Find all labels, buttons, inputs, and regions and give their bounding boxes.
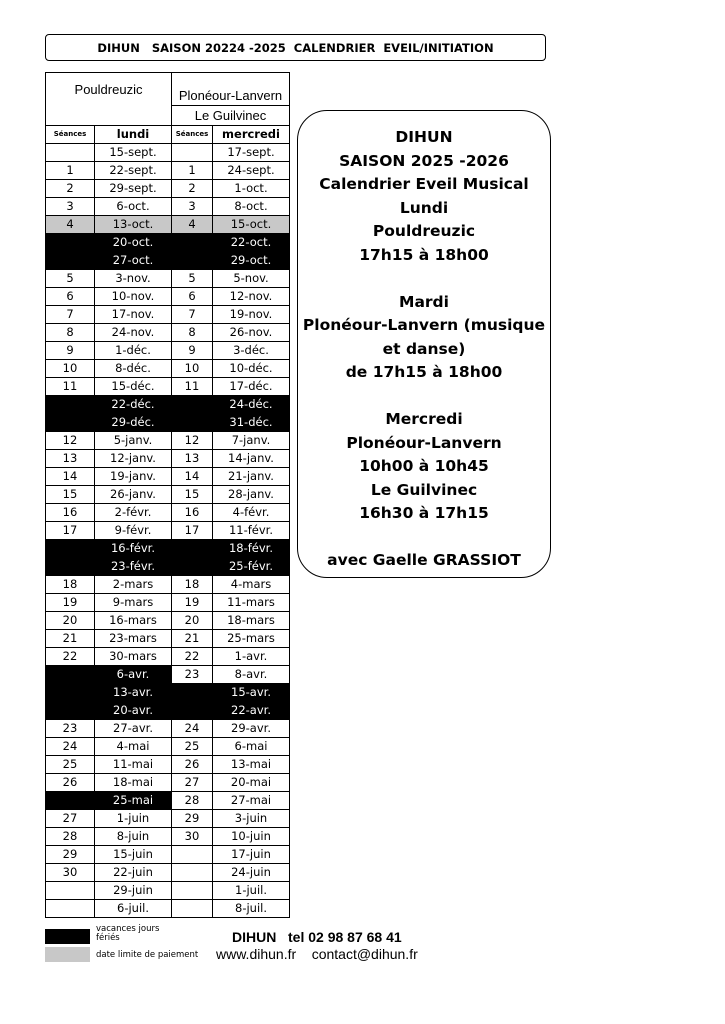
date-mercredi: 20-mai [213, 774, 290, 792]
date-lundi: 27-oct. [95, 252, 172, 270]
document-title: DIHUN SAISON 20224 -2025 CALENDRIER EVEIL/INITIATION [45, 34, 546, 61]
location-guilvinec: Le Guilvinec [172, 106, 290, 126]
date-mercredi: 21-janv. [213, 468, 290, 486]
date-mercredi: 8-avr. [213, 666, 290, 684]
info-season: SAISON 2025 -2026 [339, 151, 509, 170]
seance-right: 17 [172, 522, 213, 540]
calendar-row [46, 828, 290, 846]
date-lundi: 11-mai [95, 756, 172, 774]
day-header-lundi: lundi [95, 126, 172, 144]
date-lundi: 19-janv. [95, 468, 172, 486]
date-lundi: 1-juin [95, 810, 172, 828]
seance-left: 2 [46, 180, 95, 198]
info-place-pouldreuzic: Pouldreuzic [372, 222, 476, 240]
seance-left: 27 [46, 810, 95, 828]
calendar-row [46, 486, 290, 504]
seance-right: 1 [172, 162, 213, 180]
seance-left [46, 396, 95, 414]
calendar-row [46, 522, 290, 540]
date-lundi: 24-nov. [95, 324, 172, 342]
date-mercredi: 1-oct. [213, 180, 290, 198]
date-mercredi: 10-déc. [213, 360, 290, 378]
date-lundi: 27-avr. [95, 720, 172, 738]
date-lundi: 17-nov. [95, 306, 172, 324]
date-mercredi: 8-juil. [213, 900, 290, 918]
calendar-row [46, 288, 290, 306]
calendar-row [46, 180, 290, 198]
date-lundi: 1-déc. [95, 342, 172, 360]
info-time-ploneour: 10h00 à 10h45 [359, 457, 489, 475]
date-mercredi: 5-nov. [213, 270, 290, 288]
calendar-row [46, 900, 290, 918]
seance-right: 6 [172, 288, 213, 306]
seance-right: 15 [172, 486, 213, 504]
date-lundi: 23-mars [95, 630, 172, 648]
seance-right: 9 [172, 342, 213, 360]
date-mercredi: 1-avr. [213, 648, 290, 666]
seance-left: 4 [46, 216, 95, 234]
day-header-mercredi: mercredi [213, 126, 290, 144]
calendar-row [46, 504, 290, 522]
seance-left [46, 540, 95, 558]
date-lundi: 2-févr. [95, 504, 172, 522]
calendar-row [46, 882, 290, 900]
seance-left: 8 [46, 324, 95, 342]
seance-left: 25 [46, 756, 95, 774]
seance-right [172, 540, 213, 558]
date-lundi: 4-mai [95, 738, 172, 756]
seance-left: 16 [46, 504, 95, 522]
date-lundi: 8-juin [95, 828, 172, 846]
info-place-guilvinec: Le Guilvinec [370, 480, 478, 499]
info-time-guilvinec: 16h30 à 17h15 [359, 504, 489, 522]
seance-left: 20 [46, 612, 95, 630]
seance-left [46, 792, 95, 810]
date-mercredi: 6-mai [213, 738, 290, 756]
date-lundi: 22-déc. [95, 396, 172, 414]
seance-right [172, 144, 213, 162]
seance-left: 29 [46, 846, 95, 864]
date-mercredi: 15-avr. [213, 684, 290, 702]
date-mercredi: 31-déc. [213, 414, 290, 432]
calendar-row [46, 612, 290, 630]
date-lundi: 29-déc. [95, 414, 172, 432]
seance-left [46, 414, 95, 432]
seance-left [46, 882, 95, 900]
calendar-row [46, 432, 290, 450]
seance-left [46, 252, 95, 270]
info-day-wednesday: Mercredi [385, 410, 463, 428]
info-place-tuesday-1: Plonéour-Lanvern (musique [302, 316, 546, 334]
calendar-row [46, 756, 290, 774]
seance-right [172, 864, 213, 882]
seance-left [46, 684, 95, 702]
calendar-row [46, 540, 290, 558]
seance-right [172, 252, 213, 270]
date-mercredi: 28-janv. [213, 486, 290, 504]
seance-right: 13 [172, 450, 213, 468]
seance-right [172, 414, 213, 432]
seance-right: 7 [172, 306, 213, 324]
date-mercredi: 12-nov. [213, 288, 290, 306]
calendar-row [46, 774, 290, 792]
seance-left: 15 [46, 486, 95, 504]
seance-left [46, 702, 95, 720]
seance-right: 21 [172, 630, 213, 648]
seance-left [46, 558, 95, 576]
seance-left: 24 [46, 738, 95, 756]
seance-right: 28 [172, 792, 213, 810]
date-lundi: 6-juil. [95, 900, 172, 918]
seance-left: 12 [46, 432, 95, 450]
seance-right: 29 [172, 810, 213, 828]
seance-right: 23 [172, 666, 213, 684]
seance-right: 4 [172, 216, 213, 234]
calendar-row [46, 630, 290, 648]
seance-right: 27 [172, 774, 213, 792]
seance-right: 24 [172, 720, 213, 738]
seance-right: 26 [172, 756, 213, 774]
date-lundi: 15-juin [95, 846, 172, 864]
date-mercredi: 18-févr. [213, 540, 290, 558]
date-mercredi: 19-nov. [213, 306, 290, 324]
info-day-monday: Lundi [399, 198, 449, 217]
legend-vacances-label: vacances jours fériés [96, 924, 160, 943]
calendar-row [46, 414, 290, 432]
date-lundi: 6-oct. [95, 198, 172, 216]
seance-right [172, 396, 213, 414]
seance-right: 2 [172, 180, 213, 198]
location-pouldreuzic: Pouldreuzic [46, 73, 172, 126]
date-mercredi: 1-juil. [213, 882, 290, 900]
calendar-row [46, 846, 290, 864]
seance-right: 12 [172, 432, 213, 450]
calendar-row [46, 558, 290, 576]
seance-right: 8 [172, 324, 213, 342]
seance-right [172, 234, 213, 252]
date-mercredi: 4-mars [213, 576, 290, 594]
date-lundi: 2-mars [95, 576, 172, 594]
seance-left: 21 [46, 630, 95, 648]
calendar-row [46, 360, 290, 378]
date-lundi: 29-juin [95, 882, 172, 900]
calendar-row [46, 252, 290, 270]
seance-left: 30 [46, 864, 95, 882]
calendar-row [46, 378, 290, 396]
seance-right: 14 [172, 468, 213, 486]
calendar-row [46, 270, 290, 288]
seance-right [172, 846, 213, 864]
seance-right [172, 702, 213, 720]
calendar-row [46, 576, 290, 594]
date-lundi: 8-déc. [95, 360, 172, 378]
legend-paiement-label: date limite de paiement [96, 950, 199, 960]
seance-left: 7 [46, 306, 95, 324]
date-mercredi: 17-sept. [213, 144, 290, 162]
calendar-row [46, 702, 290, 720]
seance-left [46, 666, 95, 684]
seance-left: 3 [46, 198, 95, 216]
calendar-row [46, 324, 290, 342]
calendar-row [46, 720, 290, 738]
info-day-tuesday: Mardi [399, 292, 449, 311]
date-lundi: 23-févr. [95, 558, 172, 576]
info-time-tuesday: de 17h15 à 18h00 [345, 363, 503, 381]
info-time-monday: 17h15 à 18h00 [359, 245, 489, 264]
date-lundi: 20-avr. [95, 702, 172, 720]
seance-left: 14 [46, 468, 95, 486]
date-mercredi: 26-nov. [213, 324, 290, 342]
seance-left [46, 234, 95, 252]
calendar-row [46, 738, 290, 756]
date-mercredi: 4-févr. [213, 504, 290, 522]
calendar-row [46, 216, 290, 234]
date-mercredi: 27-mai [213, 792, 290, 810]
calendar-row [46, 306, 290, 324]
date-mercredi: 15-oct. [213, 216, 290, 234]
seance-right [172, 882, 213, 900]
seance-right: 10 [172, 360, 213, 378]
seances-header-right: Séances [172, 126, 213, 144]
calendar-row [46, 234, 290, 252]
date-mercredi: 7-janv. [213, 432, 290, 450]
date-mercredi: 25-mars [213, 630, 290, 648]
seance-left: 18 [46, 576, 95, 594]
contact-web-email: www.dihun.fr contact@dihun.fr [216, 946, 418, 962]
date-lundi: 16-mars [95, 612, 172, 630]
date-lundi: 25-mai [95, 792, 172, 810]
seance-right: 30 [172, 828, 213, 846]
date-lundi: 18-mai [95, 774, 172, 792]
date-mercredi: 13-mai [213, 756, 290, 774]
contact-phone: DIHUN tel 02 98 87 68 41 [232, 929, 402, 945]
seance-right: 22 [172, 648, 213, 666]
date-mercredi: 17-juin [213, 846, 290, 864]
calendar-row [46, 648, 290, 666]
date-mercredi: 24-juin [213, 864, 290, 882]
seance-right: 18 [172, 576, 213, 594]
seance-right: 19 [172, 594, 213, 612]
seance-left [46, 144, 95, 162]
date-lundi: 9-févr. [95, 522, 172, 540]
date-lundi: 10-nov. [95, 288, 172, 306]
seance-left: 1 [46, 162, 95, 180]
calendar-row [46, 864, 290, 882]
seance-right: 25 [172, 738, 213, 756]
date-mercredi: 24-sept. [213, 162, 290, 180]
legend-vacances-swatch [45, 929, 90, 944]
date-mercredi: 18-mars [213, 612, 290, 630]
seances-header-left: Séances [46, 126, 95, 144]
date-mercredi: 22-avr. [213, 702, 290, 720]
date-lundi: 5-janv. [95, 432, 172, 450]
date-mercredi: 10-juin [213, 828, 290, 846]
date-lundi: 15-sept. [95, 144, 172, 162]
seance-left: 9 [46, 342, 95, 360]
calendar-row [46, 144, 290, 162]
date-mercredi: 14-janv. [213, 450, 290, 468]
date-lundi: 3-nov. [95, 270, 172, 288]
seance-left: 11 [46, 378, 95, 396]
info-place-ploneour: Plonéour-Lanvern [346, 433, 502, 452]
seance-left: 28 [46, 828, 95, 846]
date-mercredi: 3-juin [213, 810, 290, 828]
date-mercredi: 29-oct. [213, 252, 290, 270]
seance-right: 3 [172, 198, 213, 216]
info-box [297, 110, 551, 578]
location-ploneour: Plonéour-Lanvern [172, 73, 290, 106]
date-lundi: 26-janv. [95, 486, 172, 504]
info-teacher: avec Gaelle GRASSIOT [327, 551, 521, 569]
seance-left: 6 [46, 288, 95, 306]
seance-right [172, 900, 213, 918]
date-lundi: 16-févr. [95, 540, 172, 558]
calendar-row [46, 198, 290, 216]
info-org: DIHUN [395, 128, 453, 146]
date-lundi: 29-sept. [95, 180, 172, 198]
date-lundi: 20-oct. [95, 234, 172, 252]
date-lundi: 6-avr. [95, 666, 172, 684]
date-mercredi: 29-avr. [213, 720, 290, 738]
date-lundi: 13-oct. [95, 216, 172, 234]
date-mercredi: 17-déc. [213, 378, 290, 396]
calendar-row [46, 162, 290, 180]
date-lundi: 22-sept. [95, 162, 172, 180]
info-subtitle: Calendrier Eveil Musical [319, 175, 529, 193]
seance-left: 19 [46, 594, 95, 612]
date-mercredi: 11-mars [213, 594, 290, 612]
seance-left: 5 [46, 270, 95, 288]
date-mercredi: 3-déc. [213, 342, 290, 360]
seance-right: 20 [172, 612, 213, 630]
calendar-row [46, 810, 290, 828]
calendar-row [46, 792, 290, 810]
calendar-row [46, 666, 290, 684]
date-lundi: 13-avr. [95, 684, 172, 702]
calendar-table [45, 72, 290, 918]
calendar-row [46, 684, 290, 702]
calendar-row [46, 468, 290, 486]
calendar-row [46, 450, 290, 468]
date-mercredi: 25-févr. [213, 558, 290, 576]
date-lundi: 22-juin [95, 864, 172, 882]
date-lundi: 15-déc. [95, 378, 172, 396]
legend-paiement-swatch [45, 947, 90, 962]
seance-right [172, 558, 213, 576]
seance-left: 10 [46, 360, 95, 378]
seance-left: 26 [46, 774, 95, 792]
date-mercredi: 22-oct. [213, 234, 290, 252]
seance-right: 11 [172, 378, 213, 396]
date-lundi: 12-janv. [95, 450, 172, 468]
seance-left: 17 [46, 522, 95, 540]
seance-right [172, 684, 213, 702]
date-lundi: 9-mars [95, 594, 172, 612]
calendar-row [46, 594, 290, 612]
calendar-row [46, 396, 290, 414]
seance-left: 22 [46, 648, 95, 666]
seance-left: 13 [46, 450, 95, 468]
date-lundi: 30-mars [95, 648, 172, 666]
seance-left: 23 [46, 720, 95, 738]
seance-left [46, 900, 95, 918]
seance-right: 16 [172, 504, 213, 522]
date-mercredi: 8-oct. [213, 198, 290, 216]
calendar-row [46, 342, 290, 360]
info-place-tuesday-2: et danse) [382, 339, 466, 358]
date-mercredi: 24-déc. [213, 396, 290, 414]
date-mercredi: 11-févr. [213, 522, 290, 540]
seance-right: 5 [172, 270, 213, 288]
